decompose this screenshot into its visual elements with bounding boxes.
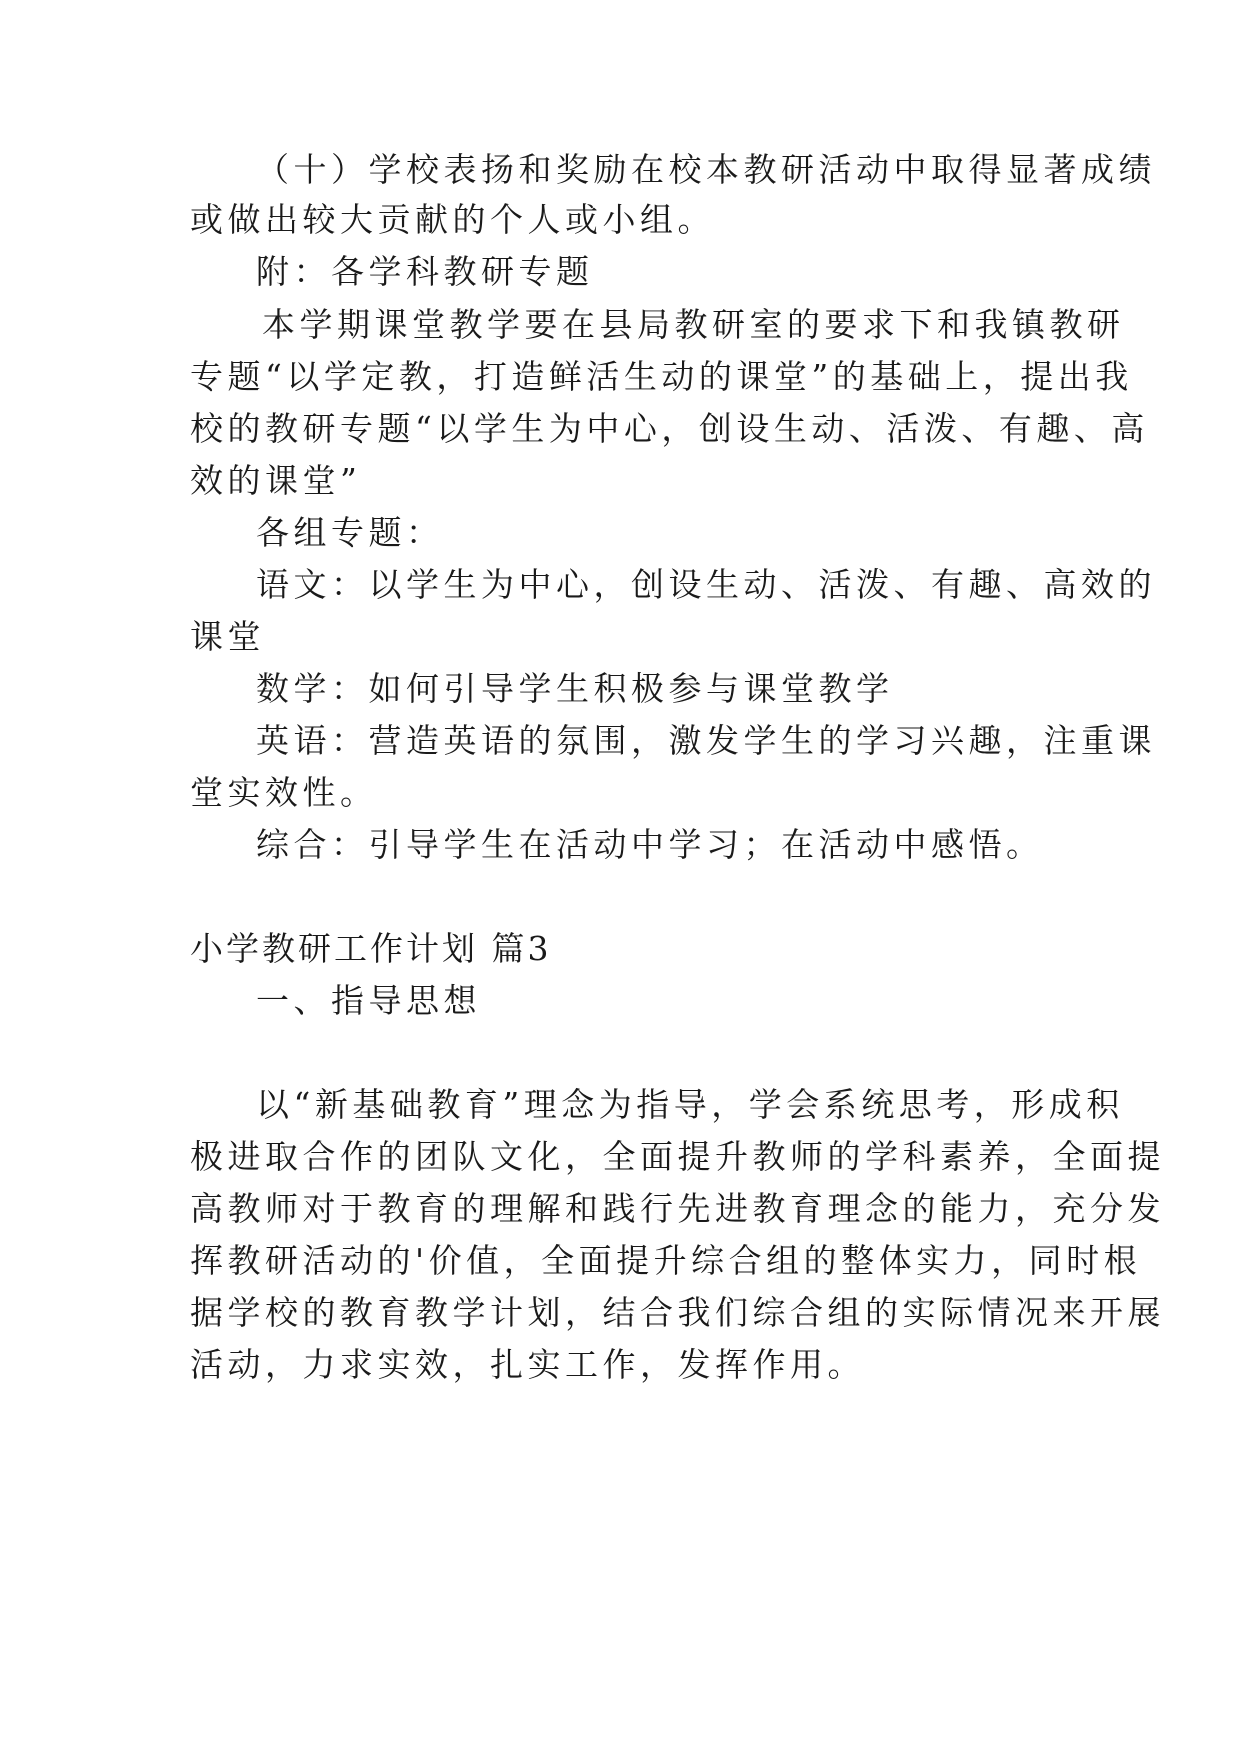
paragraph-award-line-2: 或做出较大贡献的个人或小组。 xyxy=(190,200,715,239)
paragraph-topic-line-1: 本学期课堂教学要在县局教研室的要求下和我镇教研 xyxy=(262,305,1125,344)
paragraph-award-line-1: （十）学校表扬和奖励在校本教研活动中取得显著成绩 xyxy=(256,150,1156,189)
guiding-paragraph-line-1: 以“新基础教育”理念为指导，学会系统思考，形成积 xyxy=(256,1085,1124,1124)
english-topic-line-1: 英语：营造英语的氛围，激发学生的学习兴趣，注重课 xyxy=(256,721,1156,760)
section-title: 小学教研工作计划 篇3 xyxy=(190,929,552,968)
paragraph-topic-line-3: 校的教研专题“以学生为中心，创设生动、活泼、有趣、高 xyxy=(190,409,1149,448)
math-topic: 数学：如何引导学生积极参与课堂教学 xyxy=(256,669,894,708)
general-topic: 综合：引导学生在活动中学习；在活动中感悟。 xyxy=(256,825,1044,864)
chinese-topic-line-2: 课堂 xyxy=(190,617,265,656)
guiding-paragraph-line-3: 高教师对于教育的理解和践行先进教育理念的能力，充分发 xyxy=(190,1189,1165,1228)
guiding-paragraph-line-5: 据学校的教育教学计划，结合我们综合组的实际情况来开展 xyxy=(190,1293,1165,1332)
paragraph-topic-line-2: 专题“以学定教，打造鲜活生动的课堂”的基础上，提出我 xyxy=(190,357,1133,396)
chinese-topic-line-1: 语文：以学生为中心，创设生动、活泼、有趣、高效的 xyxy=(256,565,1156,604)
english-topic-line-2: 堂实效性。 xyxy=(190,773,378,812)
guiding-thought-heading: 一、指导思想 xyxy=(256,981,481,1020)
guiding-paragraph-line-4: 挥教研活动的'价值，全面提升综合组的整体实力，同时根 xyxy=(190,1241,1142,1280)
appendix-heading: 附：各学科教研专题 xyxy=(256,252,594,291)
paragraph-topic-line-4: 效的课堂” xyxy=(190,461,362,500)
group-topics-label: 各组专题： xyxy=(256,513,444,552)
guiding-paragraph-line-6: 活动，力求实效，扎实工作，发挥作用。 xyxy=(190,1345,865,1384)
guiding-paragraph-line-2: 极进取合作的团队文化，全面提升教师的学科素养，全面提 xyxy=(190,1137,1165,1176)
